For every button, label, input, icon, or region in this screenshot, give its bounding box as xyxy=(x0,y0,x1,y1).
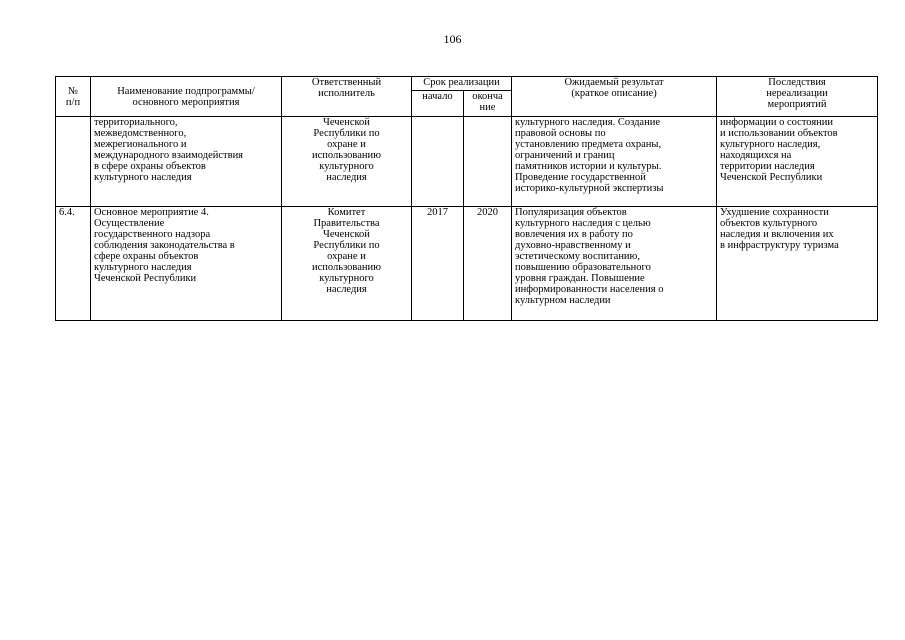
row-num: 6.4. xyxy=(56,207,91,321)
header-num: № п/п xyxy=(56,77,91,117)
table-row xyxy=(56,207,878,321)
header-start: начало xyxy=(412,91,464,117)
program-table xyxy=(55,76,878,321)
row-start: 2017 xyxy=(412,207,464,321)
row-consequences: информации о состоянии и использовании объектов культурного наследия, находящихся на территории наследия Чеченской Республики xyxy=(717,117,878,207)
header-term: Срок реализации xyxy=(412,77,512,91)
header-name: Наименование подпрограммы/ основного мероприятия xyxy=(91,77,282,117)
row-end xyxy=(464,117,512,207)
table-row xyxy=(56,117,878,207)
row-name: Основное мероприятие 4. Осуществление государственного надзора соблюдения законодательства в сфере охраны объектов культурного наследия Чеченской Республики xyxy=(91,207,282,321)
row-end: 2020 xyxy=(464,207,512,321)
row-start xyxy=(412,117,464,207)
page-number: 106 xyxy=(443,32,462,46)
header-consequences: Последствия нереализации мероприятий xyxy=(717,77,878,117)
row-consequences: Ухудшение сохранности объектов культурного наследия и включения их в инфраструктуру туризма xyxy=(717,207,878,321)
row-name: территориального, межведомственного, межрегионального и международного взаимодействия в сфере охраны объектов культурного наследия xyxy=(91,117,282,207)
header-executor: Ответственный исполнитель xyxy=(282,77,412,117)
row-num xyxy=(56,117,91,207)
header-result: Ожидаемый результат (краткое описание) xyxy=(512,77,717,117)
header-end: оконча ние xyxy=(464,91,512,117)
row-result: культурного наследия. Создание правовой основы по установлению предмета охраны, ограничений и границ памятников истории и культуры. Проведение государственной историко-культурной экспертизы xyxy=(512,117,717,207)
row-result: Популяризация объектов культурного наследия с целью вовлечения их в работу по духовно-нравственному и эстетическому воспитанию, повышению образовательного уровня граждан. Повышение информированности населения о культурном наследии xyxy=(512,207,717,321)
row-executor: Комитет Правительства Чеченской Республики по охране и использованию культурного наследия xyxy=(282,207,412,321)
row-executor: Чеченской Республики по охране и использованию культурного наследия xyxy=(282,117,412,207)
